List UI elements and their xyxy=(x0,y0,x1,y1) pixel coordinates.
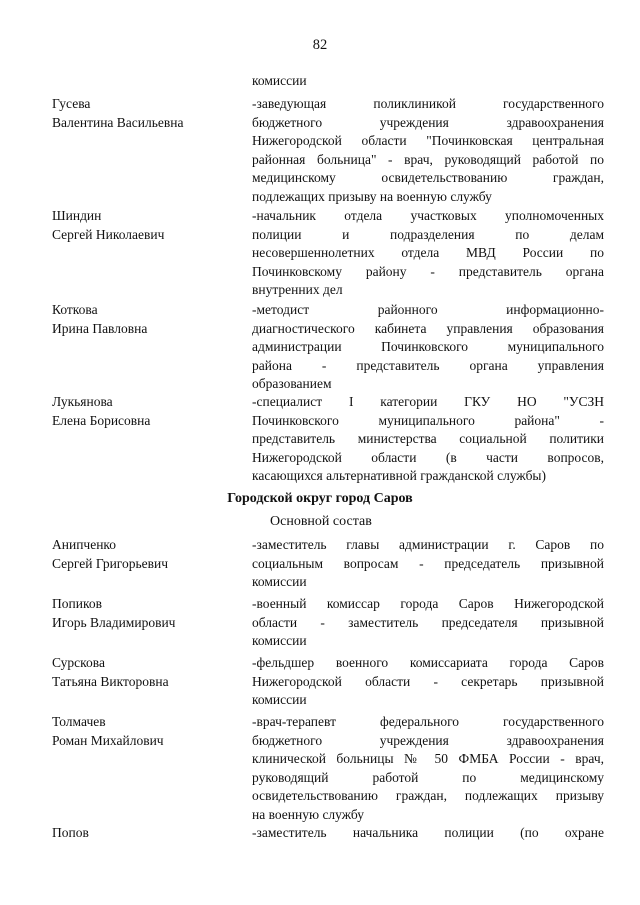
position-line: полиции и подразделения по делам xyxy=(252,226,604,242)
member-given-names: Татьяна Викторовна xyxy=(52,673,169,689)
page-number: 82 xyxy=(312,37,328,53)
member-surname: Сурскова xyxy=(52,655,105,670)
member-name xyxy=(52,824,242,843)
member-name xyxy=(52,713,242,750)
position-line: клинической больницы № 50 ФМБА России - врач, xyxy=(252,751,604,766)
position-line: несовершеннолетних отдела МВД России по xyxy=(252,245,604,260)
position-line: -заместитель начальника полиции (по охране xyxy=(252,825,604,840)
position-line: руководящий работой по медицинскому xyxy=(252,769,604,785)
position-line: Починковскому району - представитель органа xyxy=(252,263,604,279)
member-surname: Попов xyxy=(52,825,89,840)
position-line: -заведующая поликлиникой государственного xyxy=(252,96,604,111)
position-line: -методист районного информационно- xyxy=(252,302,604,317)
position-line: -врач-терапевт федерального государственного xyxy=(252,714,604,729)
position-line: диагностического кабинета управления образования xyxy=(252,320,604,336)
position-line: касающихся альтернативной гражданской службы) xyxy=(252,468,547,483)
position-line: Нижегородской области "Починковская центральная xyxy=(252,133,604,148)
position-line: администрации Починковского муниципального xyxy=(252,339,604,354)
position-line: комиссии xyxy=(252,692,307,707)
member-name xyxy=(52,595,242,632)
position-line: бюджетного учреждения здравоохранения xyxy=(252,732,604,748)
member-position xyxy=(252,536,604,592)
position-line: районная больница" - врач, руководящий работой по xyxy=(252,151,604,167)
position-line: -специалист I категории ГКУ НО "УСЗН xyxy=(252,394,604,409)
member-position xyxy=(252,654,604,710)
position-line: -военный комиссар города Саров Нижегородской xyxy=(252,596,604,611)
member-surname: Гусева xyxy=(52,96,91,111)
position-line: -заместитель главы администрации г. Саров по xyxy=(252,537,604,552)
position-line: освидетельствованию граждан, подлежащих призыву xyxy=(252,788,604,803)
position-line: района - представитель органа управления xyxy=(252,357,604,373)
member-position xyxy=(252,207,604,300)
member-given-names: Валентина Васильевна xyxy=(52,114,184,130)
position-line: образованием xyxy=(252,376,332,391)
position-line: Нижегородской области - секретарь призывной xyxy=(252,673,604,689)
position-line: Починковского муниципального района" - xyxy=(252,412,604,428)
position-line: области - заместитель председателя призывной xyxy=(252,614,604,630)
member-surname: Попиков xyxy=(52,596,102,611)
member-name xyxy=(52,207,242,244)
member-surname: Шиндин xyxy=(52,208,102,223)
position-line: -начальник отдела участковых уполномоченных xyxy=(252,208,604,223)
position-line: подлежащих призыву на военную службу xyxy=(252,188,492,204)
member-position xyxy=(252,595,604,651)
subsection-title: Основной состав xyxy=(270,514,372,529)
position-line: комиссии xyxy=(252,574,307,589)
member-name xyxy=(52,654,242,691)
member-position xyxy=(252,824,604,843)
continuation-text: комиссии xyxy=(252,73,307,88)
position-line: медицинскому освидетельствованию граждан, xyxy=(252,170,604,185)
position-line: представитель министерства социальной политики xyxy=(252,431,604,446)
member-given-names: Елена Борисовна xyxy=(52,412,151,428)
member-position xyxy=(252,301,604,394)
member-surname: Толмачев xyxy=(52,714,106,729)
position-line: -фельдшер военного комиссариата города Саров xyxy=(252,655,604,670)
member-position xyxy=(252,393,604,486)
member-surname: Анипченко xyxy=(52,537,117,552)
position-line: комиссии xyxy=(252,633,307,648)
member-name xyxy=(52,95,242,132)
position-line: бюджетного учреждения здравоохранения xyxy=(252,114,604,130)
member-given-names: Сергей Григорьевич xyxy=(52,555,169,571)
member-position xyxy=(252,713,604,824)
position-line: внутренних дел xyxy=(252,282,343,297)
position-line: социальным вопросам - председатель призывной xyxy=(252,555,604,571)
member-name xyxy=(52,301,242,338)
position-line: Нижегородской области (в части вопросов, xyxy=(252,449,604,465)
position-line: на военную службу xyxy=(252,806,364,822)
member-name xyxy=(52,393,242,430)
member-given-names: Игорь Владимирович xyxy=(52,614,176,630)
member-surname: Коткова xyxy=(52,302,98,317)
member-given-names: Сергей Николаевич xyxy=(52,226,165,242)
member-surname: Лукьянова xyxy=(52,394,113,409)
member-given-names: Ирина Павловна xyxy=(52,320,148,336)
section-title: Городской округ город Саров xyxy=(227,491,413,506)
member-name xyxy=(52,536,242,573)
member-given-names: Роман Михайлович xyxy=(52,732,164,748)
member-position xyxy=(252,95,604,206)
